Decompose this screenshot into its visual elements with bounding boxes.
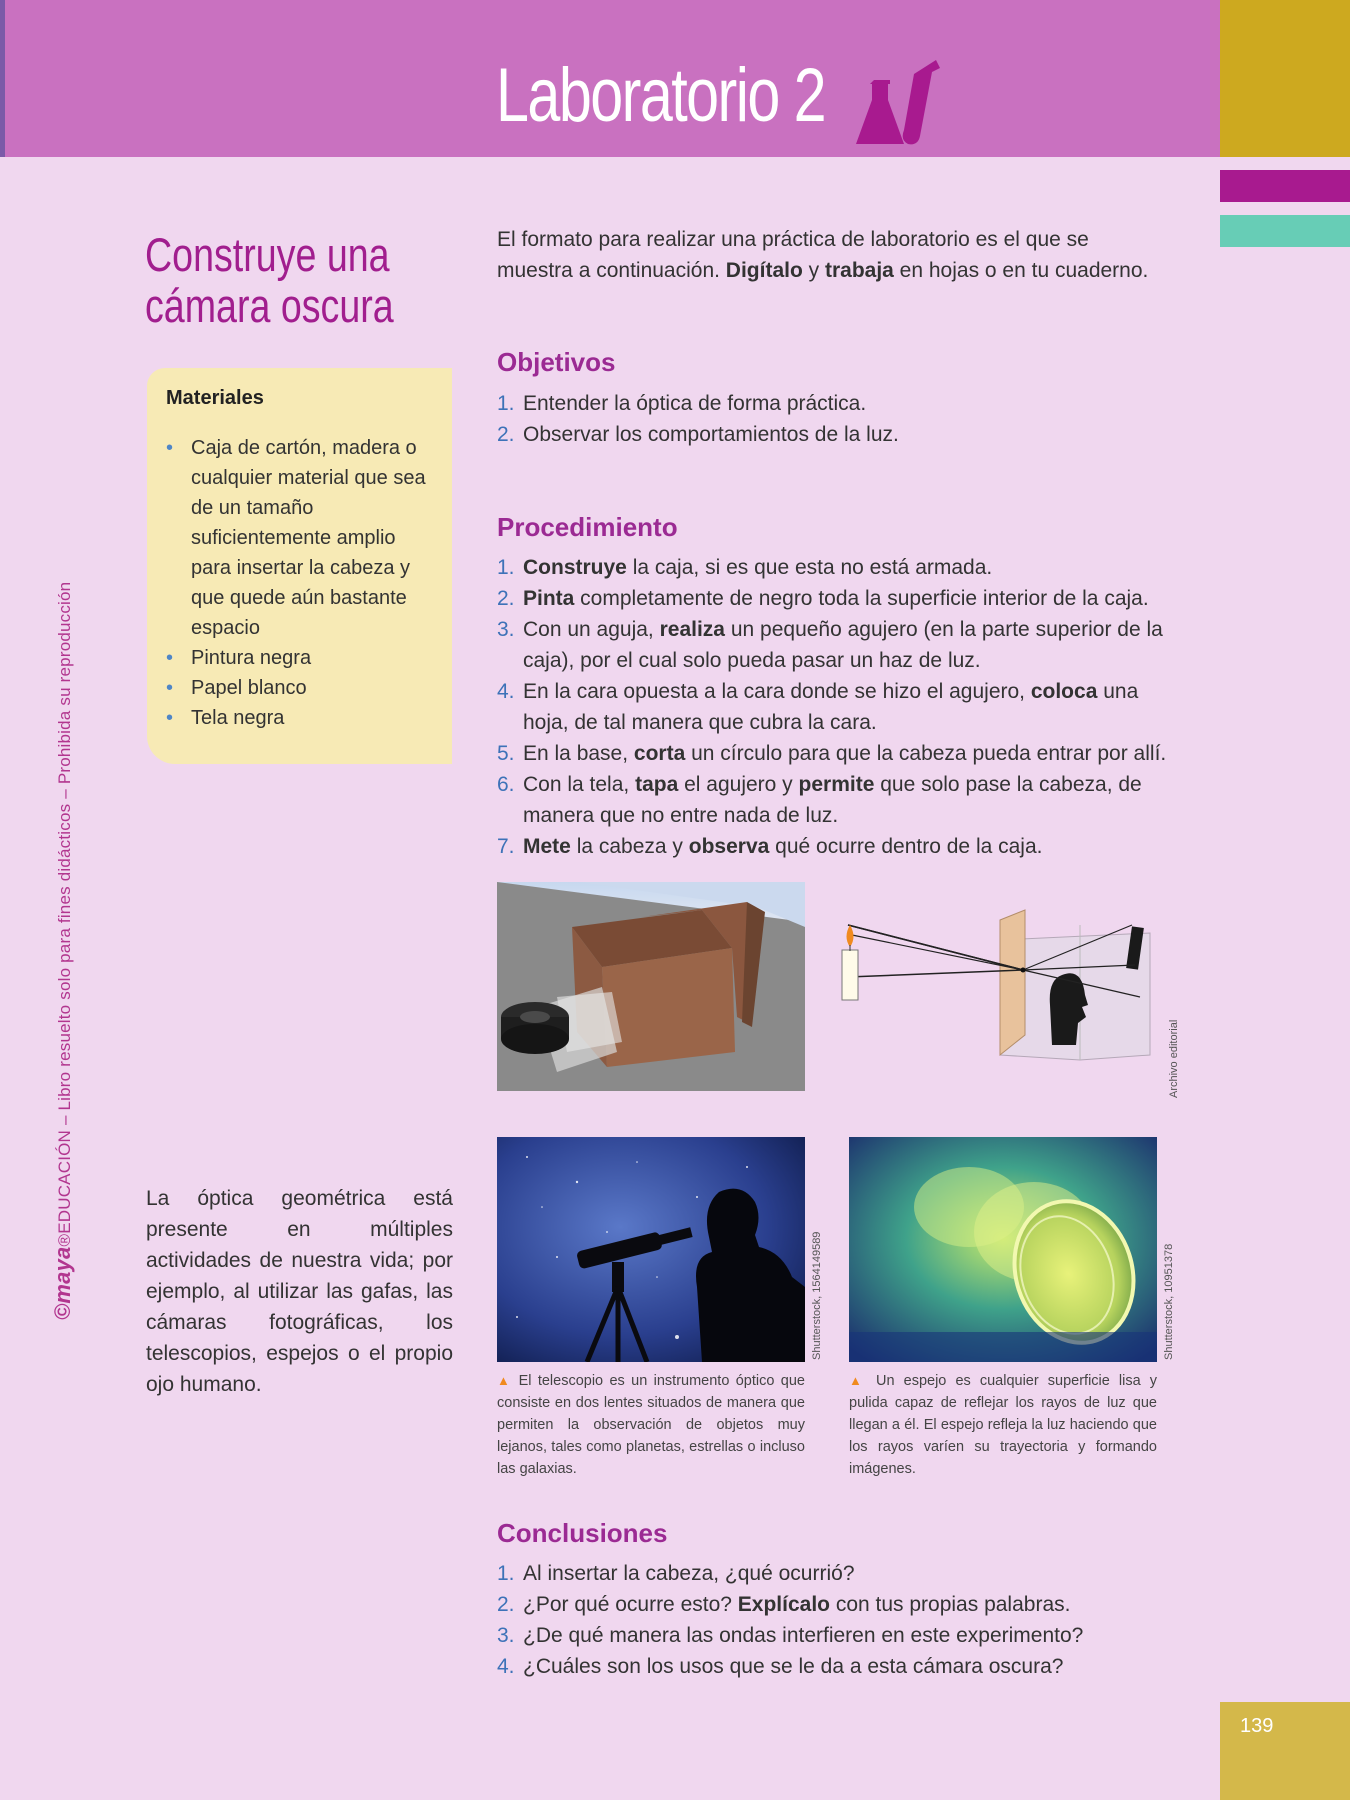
list-item: 6. Con la tela, tapa el agujero y permite que solo pase la cabeza, de manera que no entre nada de luz. [497, 773, 1142, 827]
materials-title: Materiales [166, 387, 264, 409]
image-credit: Shutterstock, 10951378 [1163, 1243, 1175, 1360]
list-item: 4. En la cara opuesta a la cara donde se hizo el agujero, coloca una hoja, de tal manera que cubra la cara. [497, 680, 1139, 734]
optics-paragraph: La óptica geométrica está presente en múltiples actividades de nuestra vida; por ejemplo, al utilizar las gafas, las cámaras fotográficas, los telescopios, espejos o el propio ojo humano. [146, 1187, 453, 1396]
image-credit: Archivo editorial [1168, 1019, 1180, 1098]
telescope-photo [497, 1137, 805, 1362]
list-item: 1. Al insertar la cabeza, ¿qué ocurrió? [497, 1562, 855, 1585]
conclusiones-heading: Conclusiones [497, 1518, 668, 1548]
section-title [145, 230, 409, 332]
list-item: 3. Con un aguja, realiza un pequeño agujero (en la parte superior de la caja), por el cual solo pueda pasar un haz de luz. [497, 618, 1163, 672]
list-item: • Caja de cartón, madera o cualquier material que sea de un tamaño suficientemente amplio para insertar la cabeza y que quede aún bastante espacio [166, 433, 441, 643]
procedimiento-heading: Procedimiento [497, 512, 678, 542]
telescope-caption: ▲ El telescopio es un instrumento óptico que consiste en dos lentes situados de manera que permiten la observación de objetos muy lejanos, tales como planetas, estrellas o incluso las galaxias. [497, 1373, 805, 1477]
list-item: 2. Observar los comportamientos de la luz. [497, 423, 899, 446]
header-left-edge [0, 0, 5, 157]
list-item: 2. Pinta completamente de negro toda la superficie interior de la caja. [497, 587, 1149, 610]
list-item: • Papel blanco [166, 673, 441, 703]
list-item: 1. Entender la óptica de forma práctica. [497, 392, 867, 415]
page-number: 139 [1240, 1715, 1274, 1737]
cardboard-box-image [497, 882, 805, 1091]
pinhole-camera-diagram [840, 905, 1160, 1065]
section-title-line1: Construye una [145, 228, 390, 281]
triangle-icon: ▲ [849, 1373, 867, 1388]
materials-list [166, 433, 441, 733]
list-item: 1. Construye la caja, si es que esta no está armada. [497, 556, 993, 579]
page-title: Laboratorio 2 [496, 53, 826, 138]
flask-test-tube-icon [852, 60, 952, 150]
list-item: 5. En la base, corta un círculo para que la cabeza pueda entrar por allí. [497, 742, 1167, 765]
triangle-icon: ▲ [497, 1373, 513, 1388]
procedimiento-list [497, 552, 1167, 862]
list-item: • Tela negra [166, 703, 441, 733]
objetivos-heading: Objetivos [497, 347, 616, 377]
intro-paragraph: El formato para realizar una práctica de laboratorio es el que se muestra a continuación. Digítalo y trabaja en hojas o en tu cuaderno. [497, 228, 1149, 282]
mirror-caption: ▲ Un espejo es cualquier superficie lisa y pulida capaz de reflejar los rayos de luz que llegan a él. El espejo refleja la luz haciendo que los rayos varíen su trayectoria y formando imágenes. [849, 1373, 1157, 1477]
list-item: 4. ¿Cuáles son los usos que se le da a esta cámara oscura? [497, 1655, 1064, 1678]
copyright-side-text: ©maya®EDUCACIÓN – Libro resuelto solo para fines didácticos – Prohibida su reproducción [50, 581, 75, 1320]
conclusiones-list [497, 1558, 1167, 1682]
image-credit: Shutterstock, 1564149589 [811, 1231, 823, 1360]
magenta-stripe [1220, 170, 1350, 202]
list-item: 2. ¿Por qué ocurre esto? Explícalo con tus propias palabras. [497, 1593, 1071, 1616]
mirror-photo [849, 1137, 1157, 1362]
section-title-line2: cámara oscura [145, 278, 394, 332]
header-gold-block [1220, 0, 1350, 157]
teal-stripe [1220, 215, 1350, 247]
list-item: 3. ¿De qué manera las ondas interfieren en este experimento? [497, 1624, 1084, 1647]
list-item: 7. Mete la cabeza y observa qué ocurre dentro de la caja. [497, 835, 1043, 858]
objetivos-list [497, 388, 1167, 450]
list-item: • Pintura negra [166, 643, 441, 673]
